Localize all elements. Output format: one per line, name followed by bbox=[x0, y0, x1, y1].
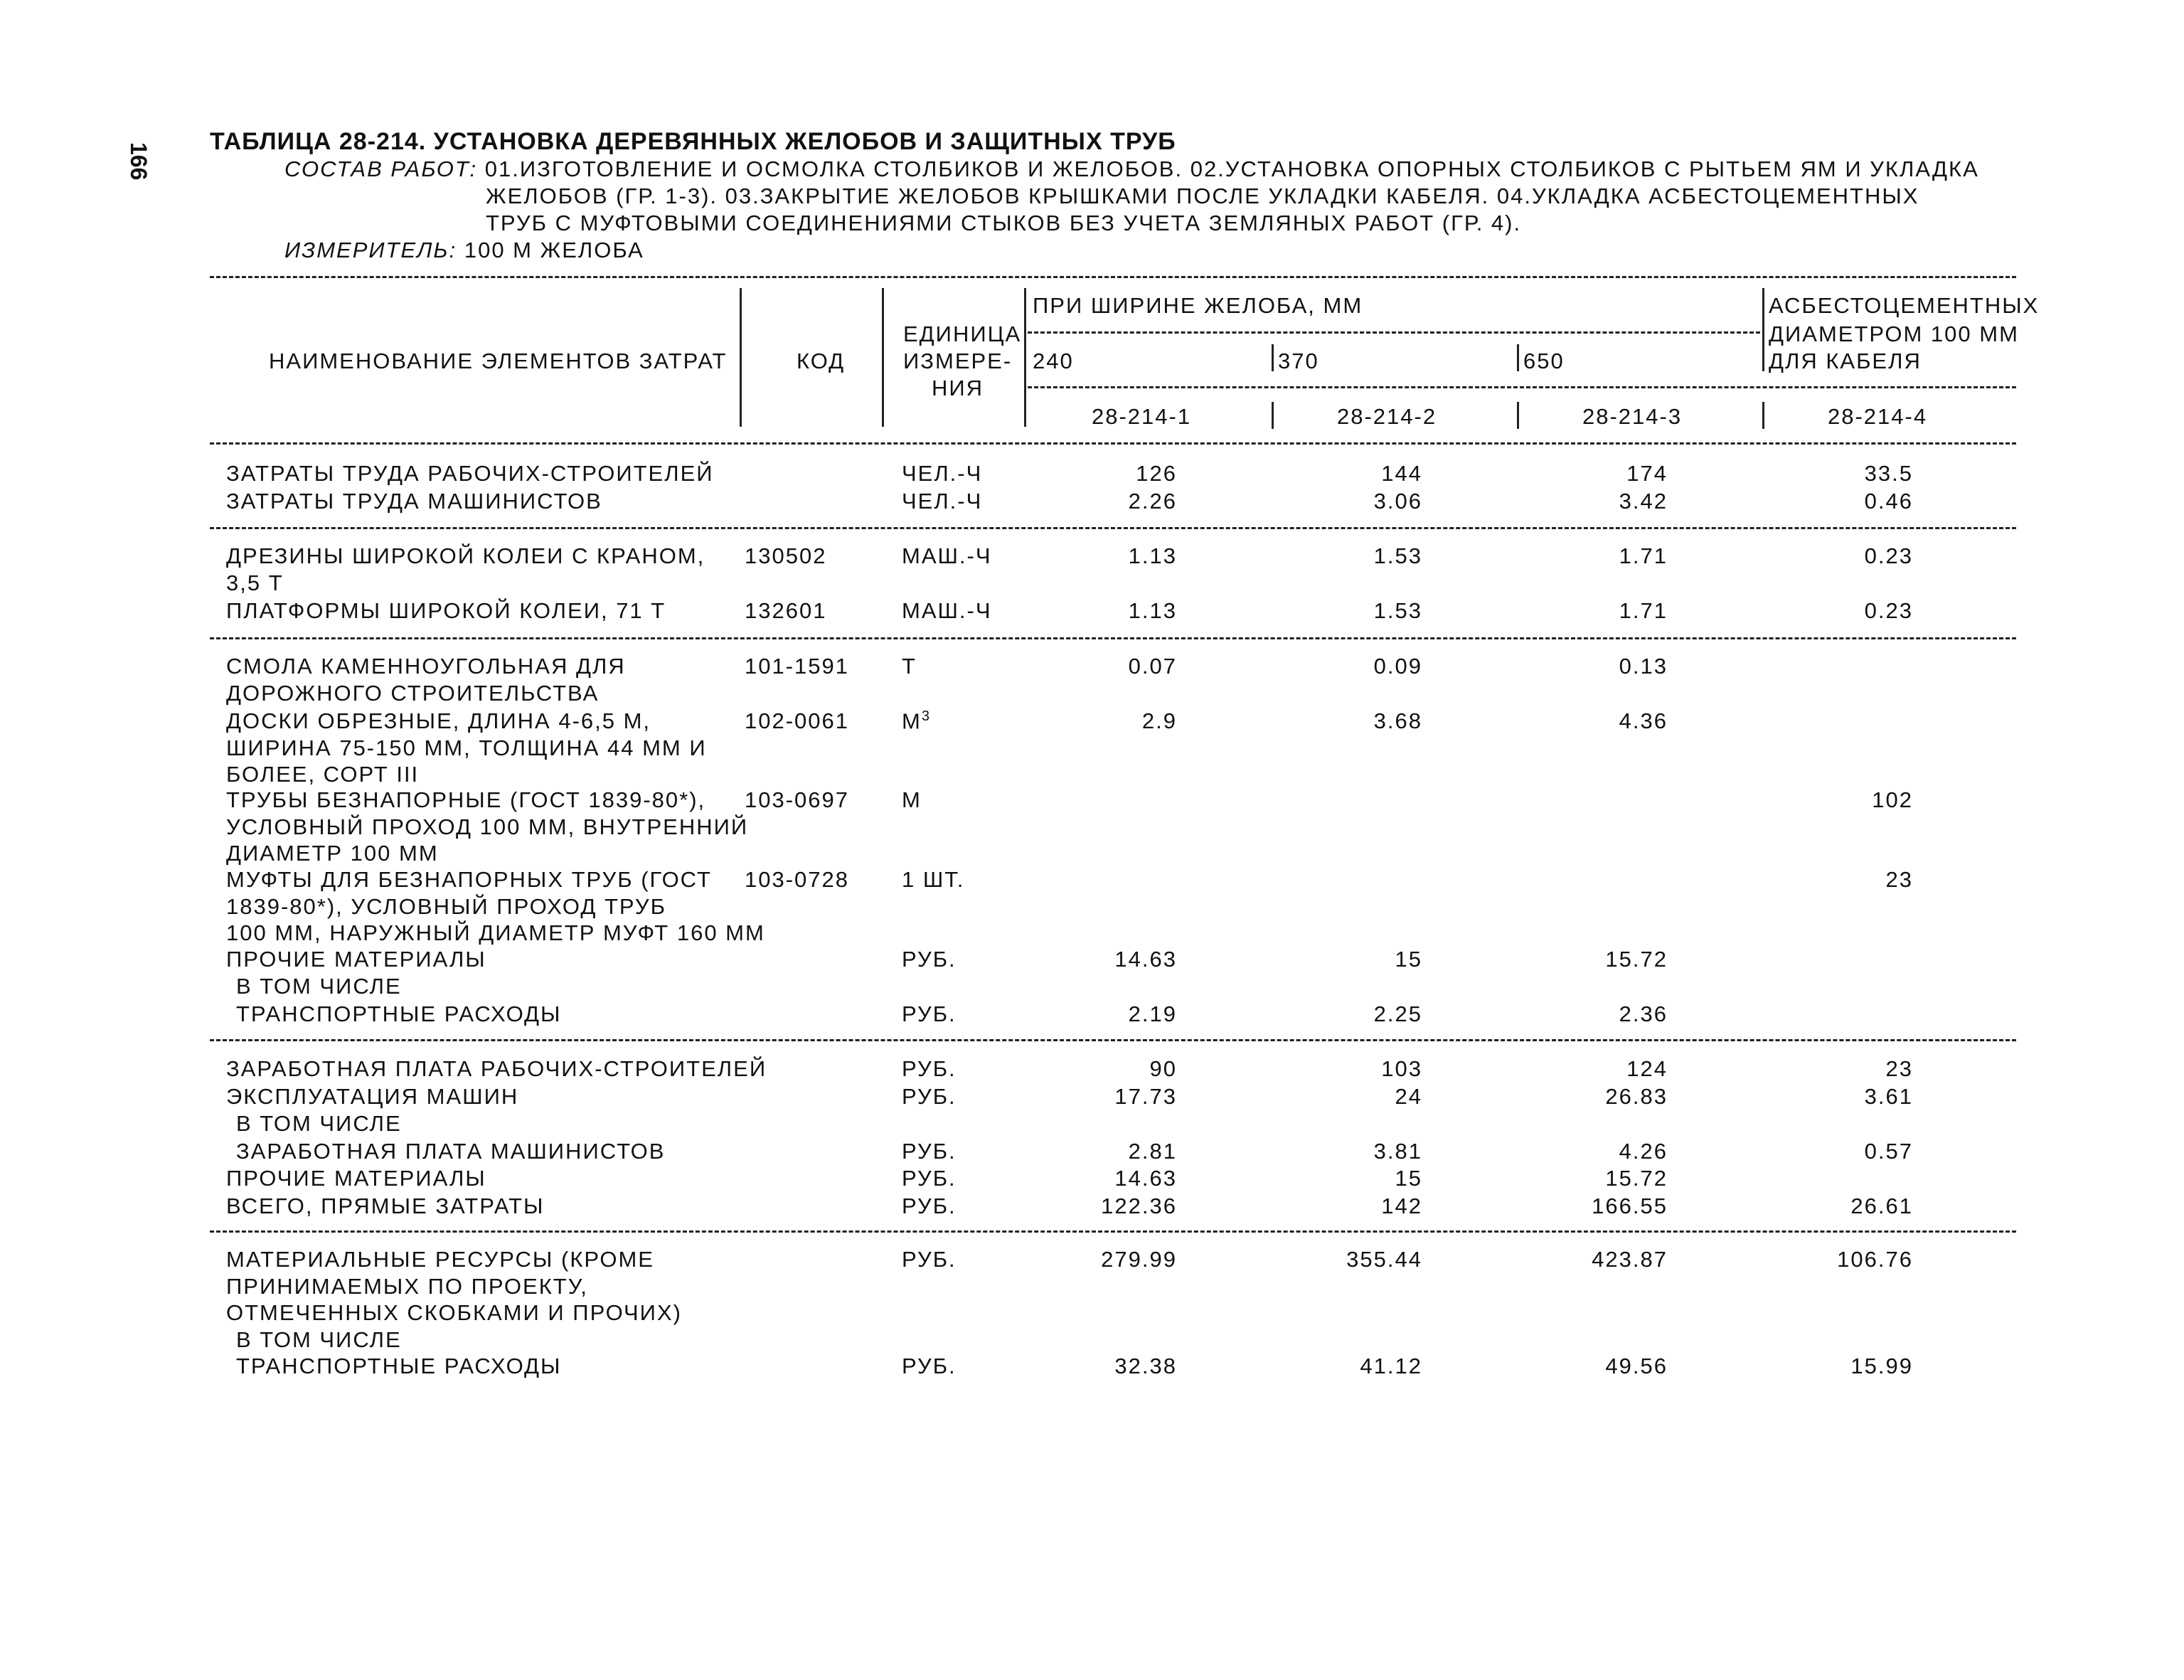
row-value-col-3: 4.26 bbox=[1619, 1139, 1668, 1164]
page-number: 166 bbox=[126, 142, 151, 181]
composition-text-3: ТРУБ С МУФТОВЫМИ СОЕДИНЕНИЯМИ СТЫКОВ БЕЗ УЧЕТА ЗЕМЛЯНЫХ РАБОТ (ГР. 4). bbox=[486, 211, 1522, 235]
row-value-col-1: 32.38 bbox=[1114, 1354, 1177, 1378]
row-name: БОЛЕЕ, СОРТ III bbox=[226, 762, 420, 787]
row-value-col-2: 0.09 bbox=[1373, 654, 1422, 679]
row-value-col-2: 3.68 bbox=[1373, 708, 1422, 733]
row-value-col-4: 0.46 bbox=[1864, 489, 1913, 514]
row-value-col-2: 3.06 bbox=[1373, 489, 1422, 514]
row-name: ДОРОЖНОГО СТРОИТЕЛЬСТВА bbox=[226, 680, 600, 706]
row-name: ПРОЧИЕ МАТЕРИАЛЫ bbox=[226, 947, 486, 972]
row-name: ЗАРАБОТНАЯ ПЛАТА РАБОЧИХ-СТРОИТЕЛЕЙ bbox=[226, 1056, 767, 1081]
header-width-group: ПРИ ШИРИНЕ ЖЕЛОБА, ММ bbox=[1033, 293, 1363, 318]
row-name: 3,5 Т bbox=[226, 570, 284, 595]
row-value-col-2: 1.53 bbox=[1373, 598, 1422, 623]
col-separator-name bbox=[740, 288, 742, 427]
row-name: ТРУБЫ БЕЗНАПОРНЫЕ (ГОСТ 1839-80*), bbox=[226, 787, 706, 812]
row-value-col-3: 26.83 bbox=[1605, 1084, 1668, 1109]
row-value-col-1: 1.13 bbox=[1128, 598, 1177, 623]
row-value-col-3: 2.36 bbox=[1619, 1001, 1668, 1026]
row-code: 103-0728 bbox=[745, 867, 850, 892]
row-unit: РУБ. bbox=[902, 1166, 957, 1191]
row-value-col-1: 0.07 bbox=[1128, 654, 1177, 679]
row-value-col-1: 14.63 bbox=[1114, 947, 1177, 972]
measure-label: ИЗМЕРИТЕЛЬ: bbox=[284, 238, 457, 262]
row-unit: РУБ. bbox=[902, 1193, 957, 1218]
row-value-col-2: 142 bbox=[1381, 1193, 1422, 1218]
row-code: 102-0061 bbox=[745, 708, 850, 733]
row-name: В ТОМ ЧИСЛЕ bbox=[236, 1327, 402, 1352]
row-name: ПЛАТФОРМЫ ШИРОКОЙ КОЛЕИ, 71 Т bbox=[226, 598, 666, 623]
row-unit: $М^3$ bbox=[902, 708, 931, 734]
row-value-col-2: 41.12 bbox=[1360, 1354, 1422, 1378]
row-value-col-3: 1.71 bbox=[1619, 543, 1668, 568]
row-value-col-1: 90 bbox=[1149, 1056, 1177, 1081]
row-value-col-3: 124 bbox=[1626, 1056, 1668, 1081]
unit-superscript: 3 bbox=[921, 708, 931, 724]
row-value-col-4: 23 bbox=[1885, 867, 1913, 892]
row-value-col-1: 14.63 bbox=[1114, 1166, 1177, 1191]
row-value-col-1: 1.13 bbox=[1128, 543, 1177, 568]
row-name: ДИАМЕТР 100 ММ bbox=[226, 841, 439, 866]
row-value-col-1: 2.26 bbox=[1128, 489, 1177, 514]
row-value-col-3: 0.13 bbox=[1619, 654, 1668, 679]
composition-line-1 bbox=[284, 156, 1979, 182]
row-unit: ЧЕЛ.-Ч bbox=[902, 489, 983, 514]
width-separator-1 bbox=[1272, 344, 1274, 371]
row-unit: РУБ. bbox=[902, 1056, 957, 1081]
row-value-col-2: 144 bbox=[1381, 461, 1422, 486]
row-name: УСЛОВНЫЙ ПРОХОД 100 ММ, ВНУТРЕННИЙ bbox=[226, 814, 749, 839]
row-value-col-1: 2.81 bbox=[1128, 1139, 1177, 1164]
row-value-col-4: 0.57 bbox=[1864, 1139, 1913, 1164]
row-name: ШИРИНА 75-150 ММ, ТОЛЩИНА 44 ММ И bbox=[226, 735, 707, 760]
col-separator-code bbox=[882, 288, 884, 427]
codes-rule bbox=[1028, 386, 2016, 388]
header-unit-3: НИЯ bbox=[932, 376, 984, 400]
row-name: МУФТЫ ДЛЯ БЕЗНАПОРНЫХ ТРУБ (ГОСТ bbox=[226, 867, 712, 892]
row-value-col-3: 1.71 bbox=[1619, 598, 1668, 623]
row-name: ТРАНСПОРТНЫЕ РАСХОДЫ bbox=[236, 1001, 562, 1026]
width-group-rule bbox=[1028, 331, 1760, 334]
row-value-col-4: 0.23 bbox=[1864, 598, 1913, 623]
row-unit: РУБ. bbox=[902, 1001, 957, 1026]
row-value-col-1: 2.9 bbox=[1141, 708, 1177, 733]
row-value-col-4: 0.23 bbox=[1864, 543, 1913, 568]
row-value-col-2: 355.44 bbox=[1346, 1247, 1422, 1272]
header-width-370: 370 bbox=[1278, 349, 1319, 373]
row-value-col-3: 174 bbox=[1626, 461, 1668, 486]
row-value-col-2: 103 bbox=[1381, 1056, 1422, 1081]
row-name: 1839-80*), УСЛОВНЫЙ ПРОХОД ТРУБ bbox=[226, 893, 666, 919]
measure-line bbox=[284, 238, 644, 263]
row-code: 101-1591 bbox=[745, 654, 850, 679]
header-code-2: 28-214-2 bbox=[1337, 404, 1437, 429]
composition-text-2: ЖЕЛОБОВ (ГР. 1-3). 03.ЗАКРЫТИЕ ЖЕЛОБОВ КРЫШКАМИ ПОСЛЕ УКЛАДКИ КАБЕЛЯ. 04.УКЛАДКА АСБЕСТОЦЕМЕНТНЫХ bbox=[486, 184, 1919, 208]
header-width-650: 650 bbox=[1523, 349, 1565, 373]
header-unit-1: ЕДИНИЦА bbox=[903, 321, 1022, 346]
row-code: 103-0697 bbox=[745, 787, 850, 812]
row-value-col-3: 4.36 bbox=[1619, 708, 1668, 733]
row-value-col-1: 2.19 bbox=[1128, 1001, 1177, 1026]
row-unit: РУБ. bbox=[902, 1139, 957, 1164]
header-top-rule bbox=[210, 276, 2016, 278]
row-value-col-1: 17.73 bbox=[1114, 1084, 1177, 1109]
group-rule-3 bbox=[210, 1039, 2016, 1041]
row-value-col-1: 122.36 bbox=[1101, 1193, 1177, 1218]
row-unit: ЧЕЛ.-Ч bbox=[902, 461, 983, 486]
header-code-1: 28-214-1 bbox=[1092, 404, 1192, 429]
table-title: ТАБЛИЦА 28-214. УСТАНОВКА ДЕРЕВЯННЫХ ЖЕЛОБОВ И ЗАЩИТНЫХ ТРУБ bbox=[210, 128, 1176, 155]
row-value-col-4: 23 bbox=[1885, 1056, 1913, 1081]
row-name: ЭКСПЛУАТАЦИЯ МАШИН bbox=[226, 1084, 519, 1109]
header-width-240: 240 bbox=[1033, 349, 1074, 373]
header-asbestos-3: ДЛЯ КАБЕЛЯ bbox=[1769, 349, 1922, 373]
row-value-col-3: 15.72 bbox=[1605, 947, 1668, 972]
row-value-col-3: 166.55 bbox=[1592, 1193, 1668, 1218]
row-value-col-2: 15 bbox=[1395, 1166, 1422, 1191]
row-value-col-3: 49.56 bbox=[1605, 1354, 1668, 1378]
row-name: СМОЛА КАМЕННОУГОЛЬНАЯ ДЛЯ bbox=[226, 654, 626, 679]
row-value-col-1: 126 bbox=[1136, 461, 1177, 486]
row-name: ДОСКИ ОБРЕЗНЫЕ, ДЛИНА 4-6,5 М, bbox=[226, 708, 651, 733]
header-code: КОД bbox=[797, 349, 846, 373]
composition-label: СОСТАВ РАБОТ: bbox=[284, 156, 478, 181]
row-name: ТРАНСПОРТНЫЕ РАСХОДЫ bbox=[236, 1354, 562, 1378]
row-name: ЗАРАБОТНАЯ ПЛАТА МАШИНИСТОВ bbox=[236, 1139, 666, 1164]
header-name: НАИМЕНОВАНИЕ ЭЛЕМЕНТОВ ЗАТРАТ bbox=[269, 349, 728, 373]
row-unit: РУБ. bbox=[902, 1354, 957, 1378]
group-rule-1 bbox=[210, 527, 2016, 529]
row-value-col-2: 15 bbox=[1395, 947, 1422, 972]
row-code: 130502 bbox=[745, 543, 827, 568]
row-value-col-3: 15.72 bbox=[1605, 1166, 1668, 1191]
group-rule-4 bbox=[210, 1230, 2016, 1233]
code-separator-2 bbox=[1517, 402, 1519, 429]
row-unit: МАШ.-Ч bbox=[902, 598, 992, 623]
width-separator-2 bbox=[1517, 344, 1519, 371]
header-asbestos-1: АСБЕСТОЦЕМЕНТНЫХ bbox=[1769, 293, 2040, 318]
row-code: 132601 bbox=[745, 598, 827, 623]
row-name: ЗАТРАТЫ ТРУДА МАШИНИСТОВ bbox=[226, 489, 602, 514]
row-value-col-4: 33.5 bbox=[1864, 461, 1913, 486]
row-unit: РУБ. bbox=[902, 1084, 957, 1109]
code-separator-3 bbox=[1762, 402, 1764, 429]
row-name: 100 ММ, НАРУЖНЫЙ ДИАМЕТР МУФТ 160 ММ bbox=[226, 920, 765, 945]
row-value-col-4: 15.99 bbox=[1850, 1354, 1913, 1378]
row-value-col-4: 3.61 bbox=[1864, 1084, 1913, 1109]
row-unit: М bbox=[902, 787, 922, 812]
header-asbestos-2: ДИАМЕТРОМ 100 ММ bbox=[1769, 321, 2019, 346]
group-rule-2 bbox=[210, 637, 2016, 639]
row-name: ПРОЧИЕ МАТЕРИАЛЫ bbox=[226, 1166, 486, 1191]
row-name: ОТМЕЧЕННЫХ СКОБКАМИ И ПРОЧИХ) bbox=[226, 1300, 682, 1325]
row-name: В ТОМ ЧИСЛЕ bbox=[236, 974, 402, 999]
row-name: ПРИНИМАЕМЫХ ПО ПРОЕКТУ, bbox=[226, 1273, 588, 1299]
row-value-col-1: 279.99 bbox=[1101, 1247, 1177, 1272]
row-name: МАТЕРИАЛЬНЫЕ РЕСУРСЫ (КРОМЕ bbox=[226, 1247, 654, 1272]
row-value-col-4: 106.76 bbox=[1837, 1247, 1913, 1272]
row-name: ЗАТРАТЫ ТРУДА РАБОЧИХ-СТРОИТЕЛЕЙ bbox=[226, 461, 714, 486]
row-unit: РУБ. bbox=[902, 1247, 957, 1272]
row-name: ВСЕГО, ПРЯМЫЕ ЗАТРАТЫ bbox=[226, 1193, 545, 1218]
row-value-col-2: 2.25 bbox=[1373, 1001, 1422, 1026]
col-separator-unit bbox=[1024, 288, 1026, 427]
row-value-col-4: 102 bbox=[1872, 787, 1913, 812]
row-unit: Т bbox=[902, 654, 917, 679]
header-code-3: 28-214-3 bbox=[1582, 404, 1683, 429]
row-name: В ТОМ ЧИСЛЕ bbox=[236, 1111, 402, 1136]
row-value-col-2: 3.81 bbox=[1373, 1139, 1422, 1164]
row-value-col-2: 24 bbox=[1395, 1084, 1422, 1109]
row-value-col-2: 1.53 bbox=[1373, 543, 1422, 568]
row-value-col-3: 3.42 bbox=[1619, 489, 1668, 514]
row-unit: МАШ.-Ч bbox=[902, 543, 992, 568]
row-unit: РУБ. bbox=[902, 947, 957, 972]
code-separator-1 bbox=[1272, 402, 1274, 429]
row-value-col-4: 26.61 bbox=[1850, 1193, 1913, 1218]
asbestos-separator bbox=[1762, 288, 1764, 371]
composition-text-1: 01.ИЗГОТОВЛЕНИЕ И ОСМОЛКА СТОЛБИКОВ И ЖЕЛОБОВ. 02.УСТАНОВКА ОПОРНЫХ СТОЛБИКОВ С РЫТЬЕМ ЯМ И УКЛАДКА bbox=[484, 156, 1979, 181]
header-bottom-rule bbox=[210, 442, 2016, 445]
header-unit-2: ИЗМЕРЕ- bbox=[903, 349, 1013, 373]
row-name: ДРЕЗИНЫ ШИРОКОЙ КОЛЕИ С КРАНОМ, bbox=[226, 543, 705, 568]
header-code-4: 28-214-4 bbox=[1828, 404, 1928, 429]
measure-value: 100 М ЖЕЛОБА bbox=[464, 238, 644, 262]
row-value-col-3: 423.87 bbox=[1592, 1247, 1668, 1272]
row-unit: 1 ШТ. bbox=[902, 867, 965, 892]
